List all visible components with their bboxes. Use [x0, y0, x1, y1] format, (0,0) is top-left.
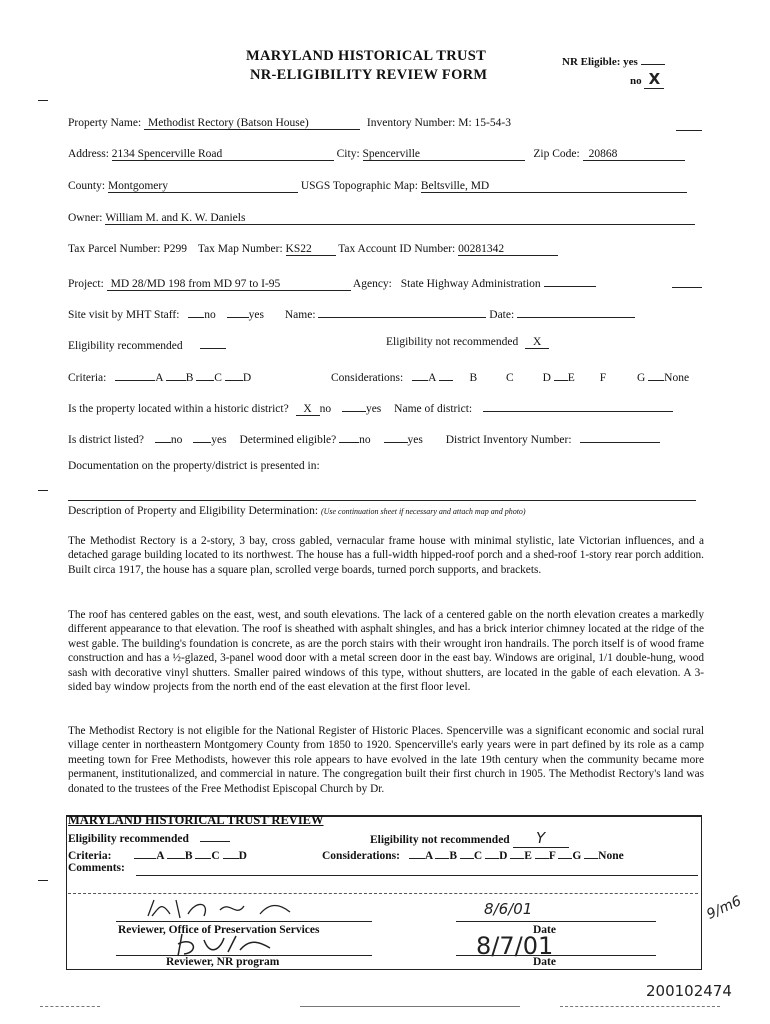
margin-mark — [38, 880, 48, 881]
property-name-field[interactable]: Methodist Rectory (Batson House) — [144, 117, 360, 130]
comments-line-1 — [136, 875, 698, 876]
tax-map-field[interactable]: KS22 — [286, 243, 336, 256]
description-heading: Description of Property and Eligibility Determination: (Use continuation sheet if necessary and attach map and photo) — [68, 505, 526, 517]
comments-line-2 — [68, 893, 698, 894]
review-elig-rec-box[interactable] — [200, 829, 230, 842]
criteria-row: Criteria: A B C D — [68, 368, 251, 384]
district-listed-row: Is district listed? no yes Determined eligible? no yes District Inventory Number: — [68, 430, 660, 446]
scan-edge-mark — [40, 1006, 100, 1007]
reviewer-1-date-hand: 8/6/01 — [484, 900, 533, 918]
inventory-underline — [676, 130, 702, 131]
margin-mark — [38, 490, 48, 491]
address-field[interactable]: 2134 Spencerville Road — [112, 148, 334, 161]
owner-row: Owner: William M. and K. W. Daniels — [68, 212, 695, 225]
reviewer-2-date-line — [456, 955, 656, 956]
inventory-number-field[interactable]: M: 15-54-3 — [458, 117, 511, 129]
address-row: Address: 2134 Spencerville Road City: Spencerville Zip Code: 20868 — [68, 148, 685, 161]
tax-account-field[interactable]: 00281342 — [458, 243, 558, 256]
reviewer-1-label: Reviewer, Office of Preservation Services — [118, 924, 320, 936]
historic-district-row: Is the property located within a historic district? X no yes Name of district: — [68, 399, 673, 416]
owner-field[interactable]: William M. and K. W. Daniels — [105, 212, 695, 225]
review-eligibility-not-recommended: Eligibility not recommended Y — [370, 829, 569, 848]
reviewer-2-date-label: Date — [533, 956, 556, 968]
nr-eligible-no-label: no X — [630, 70, 664, 89]
district-name-field[interactable] — [483, 399, 673, 412]
scan-edge-mark — [560, 1006, 720, 1007]
county-row: County: Montgomery USGS Topographic Map: Beltsville, MD — [68, 180, 687, 193]
margin-initials: 9/m6 — [704, 893, 744, 923]
review-comments-label: Comments: — [68, 862, 125, 874]
district-listed-no-box[interactable] — [155, 430, 171, 443]
city-field[interactable]: Spencerville — [363, 148, 525, 161]
eligibility-not-recommended-label: Eligibility not recommended X — [386, 336, 549, 349]
property-name-row: Property Name: Methodist Rectory (Batson House) Inventory Number: M: 15-54-3 — [68, 117, 511, 129]
tax-parcel-field[interactable]: P299 — [163, 243, 187, 255]
tax-row: Tax Parcel Number: P299 Tax Map Number: KS22 Tax Account ID Number: 00281342 — [68, 243, 558, 256]
nr-eligible-yes-label: NR Eligible: yes — [562, 52, 665, 68]
eligibility-recommended-box[interactable] — [200, 336, 226, 349]
county-field[interactable]: Montgomery — [108, 180, 298, 193]
review-criteria-row: Criteria: A B C D — [68, 846, 247, 862]
site-visit-row: Site visit by MHT Staff: no yes Name: Date: — [68, 305, 635, 321]
review-title: MARYLAND HISTORICAL TRUST REVIEW — [68, 813, 324, 827]
usgs-map-field[interactable]: Beltsville, MD — [421, 180, 687, 193]
eligibility-not-recommended-box[interactable]: X — [525, 336, 549, 349]
review-considerations-row: Considerations: A B C D E F G None — [322, 846, 624, 862]
description-paragraph-1: The Methodist Rectory is a 2-story, 3 bay, cross gabled, vernacular frame house with minimal stylistic, late Victorian influences, and a detached garage building located to its northwest. The house has a full-width hipped-roof porch and a shed-roof 1-story rear porch addition. Built circa 1917, the house has a square plan, scrolled verge boards, turned porch supports, and brackets. — [68, 535, 704, 576]
site-visit-no-box[interactable] — [188, 305, 204, 318]
nr-no-checkmark: X — [644, 70, 664, 89]
description-paragraph-3: The Methodist Rectory is not eligible for the National Register of Historic Places. Spencerville was a significant economic and social rural village center in northeastern Montgomery County from 1850 to 1920. Spencerville's early years were in part defined by its role as a camp meeting town for Free Methodists, however this role appears to have evolved in the late 19th century when the community became more permanent, institutionalized, and commercial in nature. The congregation built their first church in 1905. The Methodist Rectory's land was donated to the trustees of the Free Methodist Episcopal Church by Dr. — [68, 725, 704, 795]
zip-field[interactable]: 20868 — [583, 148, 685, 161]
reviewer-1-signature — [140, 896, 320, 922]
site-visit-name-field[interactable] — [318, 305, 486, 318]
reviewer-1-date-line — [456, 921, 656, 922]
reviewer-1-sign-line — [116, 921, 372, 922]
site-visit-date-field[interactable] — [517, 305, 635, 318]
description-paragraph-2: The roof has centered gables on the east, west, and south elevations. The lack of a centered gable on the north elevation creates a markedly different appearance to that elevation. The roof is sheathed with asphalt shingles, and has a brick interior chimney located at the ridge of the west gable. The building's foundation is concrete, as are the porch stairs with their wrought iron handrails. The porch itself is of wood frame construction and has a ½-glazed, 3-panel wood door with a metal screen door in the east bay. Windows are original, 1/1 double-hung, wood sash with decorative vinyl shutters. Smaller paired windows of this type, without shutters, are located in the gable of each elevation. A 3-sided bay window projects from the north end of the east elevation at the first floor level. — [68, 609, 704, 694]
documentation-label: Documentation on the property/district is presented in: — [68, 460, 320, 472]
scan-edge-mark — [300, 1006, 520, 1007]
documentation-line — [68, 500, 696, 501]
eligibility-recommended-label: Eligibility recommended — [68, 336, 226, 352]
review-elig-not-rec-box[interactable]: Y — [513, 829, 569, 848]
reviewer-1-date-label: Date — [533, 924, 556, 936]
reviewer-2-label: Reviewer, NR program — [166, 956, 280, 968]
agency-field[interactable]: State Highway Administration — [400, 278, 541, 290]
historic-district-yes-box[interactable] — [342, 399, 366, 412]
reviewer-2-date-hand: 8/7/01 — [476, 932, 554, 960]
margin-mark — [38, 100, 48, 101]
agency-underline-tail — [672, 287, 702, 288]
project-field[interactable]: MD 28/MD 198 from MD 97 to I-95 — [107, 278, 351, 291]
document-number: 200102474 — [646, 982, 732, 1000]
review-eligibility-recommended: Eligibility recommended — [68, 829, 230, 845]
considerations-row: Considerations: A B C D E F G None — [331, 368, 689, 384]
determined-eligible-yes-box[interactable] — [384, 430, 408, 443]
historic-district-no-box[interactable]: X — [296, 403, 320, 416]
district-inventory-field[interactable] — [580, 430, 660, 443]
form-title-line2: NR-ELIGIBILITY REVIEW FORM — [250, 67, 488, 83]
form-title-line1: MARYLAND HISTORICAL TRUST — [246, 48, 487, 64]
site-visit-yes-box[interactable] — [227, 305, 249, 318]
project-row: Project: MD 28/MD 198 from MD 97 to I-95 Agency: State Highway Administration — [68, 274, 596, 291]
district-listed-yes-box[interactable] — [193, 430, 211, 443]
determined-eligible-no-box[interactable] — [339, 430, 359, 443]
